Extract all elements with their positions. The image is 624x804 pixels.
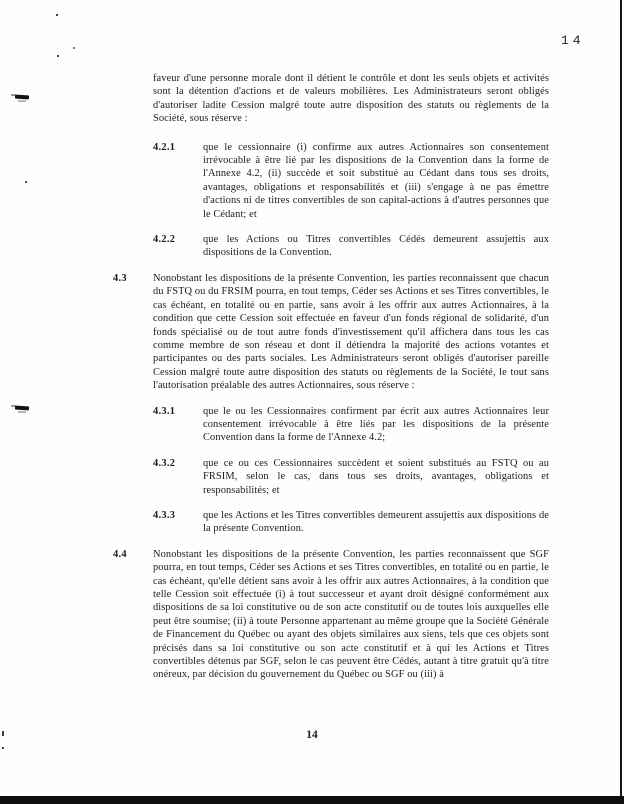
- scan-edge-bar-bottom: [0, 796, 624, 804]
- page-number-top: 14: [561, 33, 585, 48]
- clause-number: 4.4: [113, 548, 127, 560]
- tick-tail: [18, 100, 26, 102]
- scan-edge-line-right: [620, 0, 622, 804]
- clause-number: 4.3: [113, 272, 127, 284]
- tick-dash: [15, 95, 29, 99]
- clause-number: 4.2.2: [153, 234, 176, 246]
- document-body: [113, 72, 549, 694]
- clause-paragraph: [153, 233, 549, 260]
- scan-speck: [56, 14, 58, 16]
- clause-number: 4.3.2: [153, 457, 176, 469]
- margin-tick-mark: [11, 404, 37, 414]
- scan-speck: [73, 47, 75, 49]
- clause-paragraph: [153, 457, 549, 497]
- margin-tick-mark: [11, 93, 37, 103]
- scan-speck: [25, 181, 27, 183]
- clause-text: que les Actions ou Titres convertibles Cédés demeurent assujettis aux dispositions de la Convention.: [203, 234, 549, 259]
- clause-paragraph: [153, 141, 549, 221]
- scan-speck: [2, 747, 4, 749]
- clause-text: que ce ou ces Cessionnaires succèdent et soient substitués au FSTQ ou au FRSIM, selon le cas, dans tous ses droits, avantages, obligations et responsabilités; et: [203, 457, 549, 496]
- clause-number: 4.3.1: [153, 405, 176, 417]
- scan-speck: [57, 55, 59, 57]
- clause-text: que le ou les Cessionnaires confirment par écrit aux autres Actionnaires leur consentement irrévocable à être liés par les dispositions de la présente Convention dans la forme de l'Annexe 4.2;: [203, 405, 549, 444]
- clause-text: que les Actions et les Titres convertibles demeurent assujettis aux dispositions de la présente Convention.: [203, 509, 549, 535]
- clause-paragraph: [153, 72, 549, 126]
- clause-text: Nonobstant les dispositions de la présente Convention, les parties reconnaissent que SGF pourra, en tout temps, Céder ses Actions et ses Titres convertibles, en totalité ou en partie, le cas échéant, qu'elle détient sans avoir à les offrir aux autres Actionnaires, à la condition que telle Cession soit effectuée (i) à tout successeur et ayant droit désigné conformément aux dispositions de sa loi constitutive ou de son acte constitutif ou de toutes lois auxquelles elle peut être soumise; (ii) à toute Personne appartenant au même groupe que la Société Générale de Financement du Québec ou ayant des objets similaires aux siens, tels que ces objets sont précisés dans sa loi constitutive ou son acte constitutif et à qui les Actions et Titres convertibles détenus par SGF, selon le cas peuvent être Cédés, autant à titre gratuit qu'à titre onéreux, par décision du gouvernement du Québec ou SGF ou (iii) à: [153, 548, 549, 681]
- clause-text: faveur d'une personne morale dont il détient le contrôle et dont les seuls objets et activités sont la détention d'actions et de valeurs mobilières. Les Administrateurs seront obligés d'autoriser ladite Cession malgré toute autre disposition des statuts ou règlements de la Société, sous réserve :: [153, 73, 549, 125]
- clause-number: 4.2.1: [153, 141, 176, 153]
- clause-number: 4.3.3: [153, 509, 176, 521]
- clause-paragraph: [113, 272, 549, 393]
- clause-paragraph: [153, 509, 549, 536]
- tick-dash: [15, 406, 29, 410]
- clause-paragraph: [153, 405, 549, 445]
- page-number-bottom: 14: [306, 729, 318, 741]
- clause-paragraph: [113, 548, 549, 682]
- clause-text: que le cessionnaire (i) confirme aux autres Actionnaires son consentement irrévocable à être lié par les dispositions de la Convention dans la forme de l'Annexe 4.2, (ii) succède et soit substitué au Cédant dans tous ses droits, avantages, obligations et responsabilités et (iii) s'engage à ne pas émettre d'actions ni de titres convertibles de son capital-actions à d'autres personnes que le Cédant; et: [203, 141, 549, 220]
- clause-text: Nonobstant les dispositions de la présente Convention, les parties reconnaissent que chacun du FSTQ ou du FRSIM pourra, en tout temps, Céder ses Actions et ses Titres convertibles, le cas échéant, en totalité ou en partie, sans avoir à les offrir aux autres Actionnaires, à la condition que cette Cession soit effectuée en faveur d'un fonds régional de solidarité, d'un fonds spécialisé ou de tout autre fonds d'investissement qu'il affichera dans tous les cas comme membre de son réseau et dont il détiendra la majorité des actions votantes et participantes ou des parts sociales. Les Administrateurs seront obligés d'autoriser pareille Cession malgré toute autre disposition des statuts ou règlements de la Société, le tout sans l'autorisation préalable des autres Actionnaires, sous réserve :: [153, 272, 549, 392]
- tick-tail: [18, 411, 26, 413]
